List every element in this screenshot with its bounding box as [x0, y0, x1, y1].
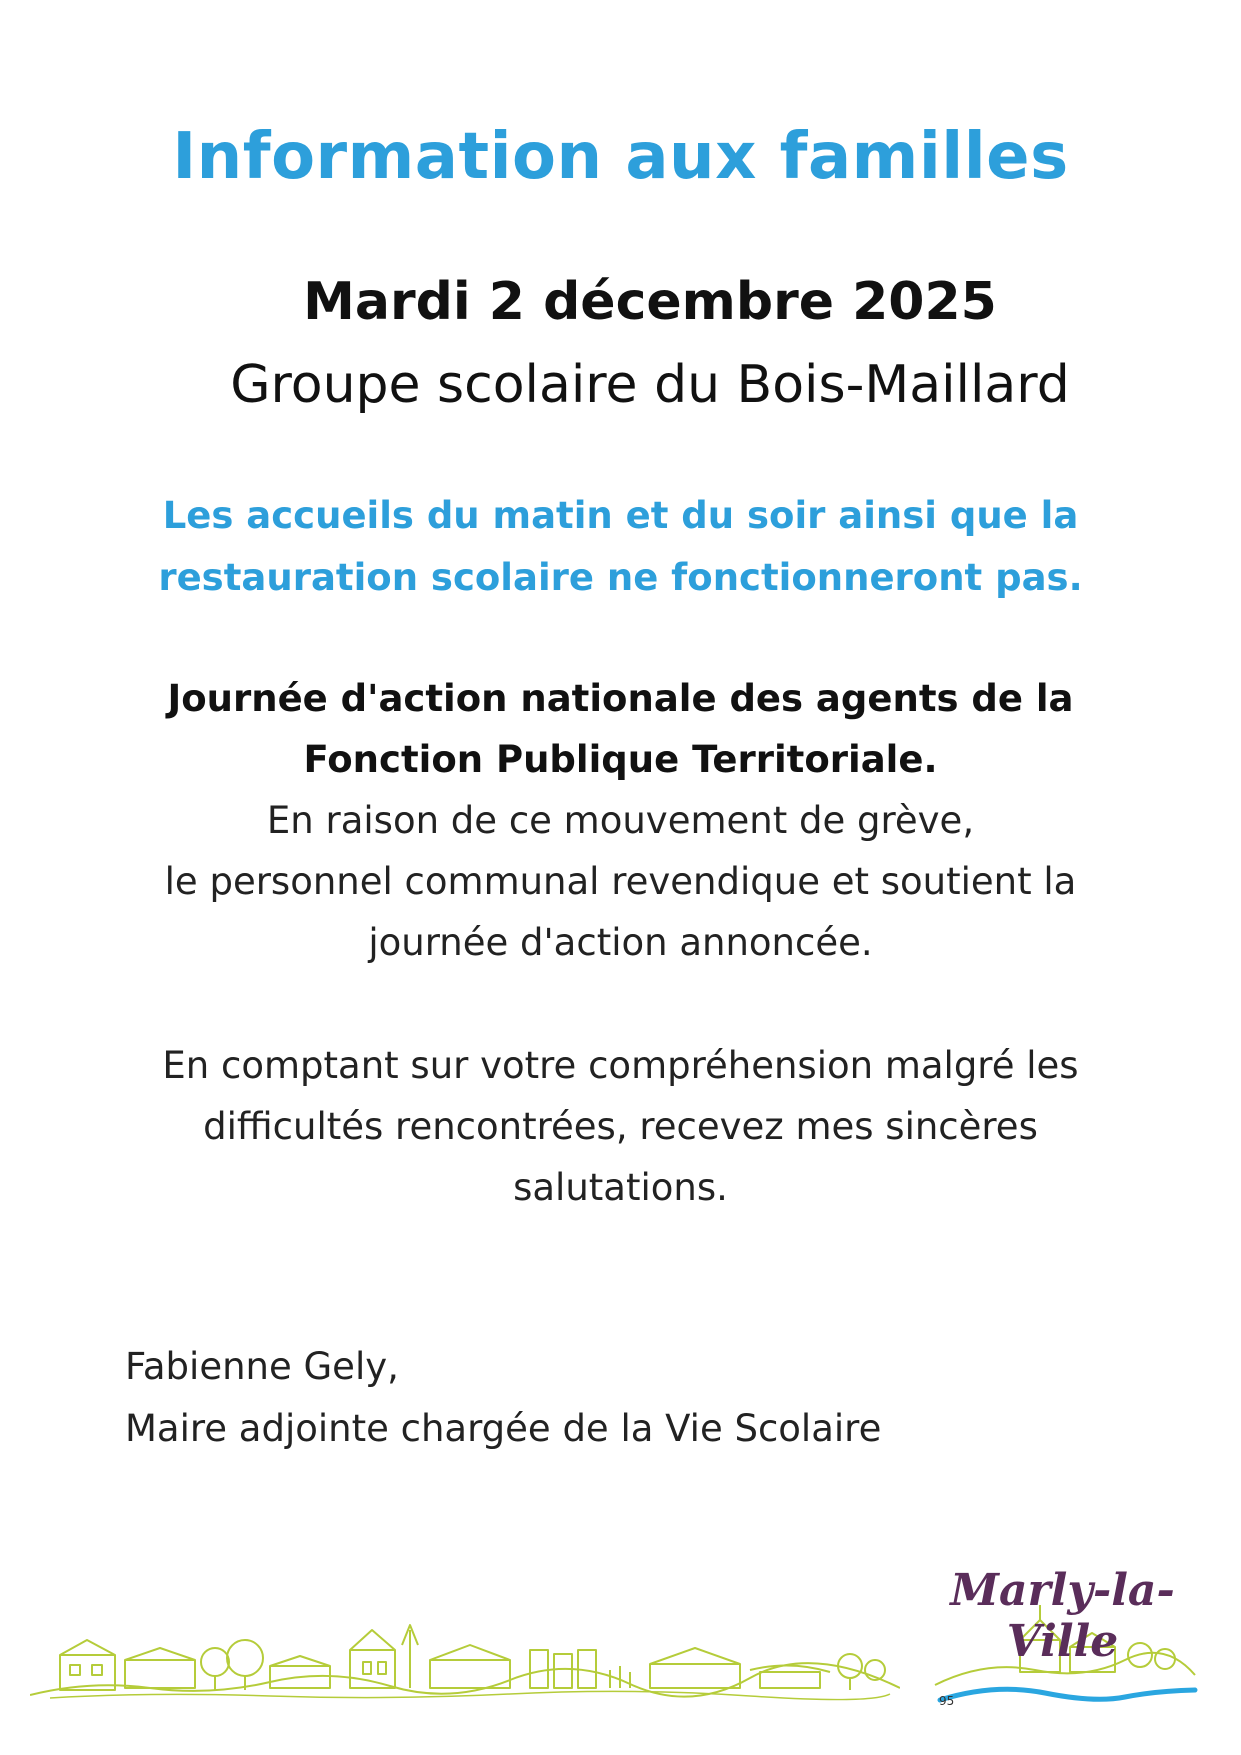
action-heading [20, 668, 1221, 790]
signature-name: Fabienne Gely, [125, 1345, 399, 1388]
notice-line: Les accueils du matin et du soir ainsi que la [162, 494, 1079, 537]
action-heading-line: Fonction Publique Territoriale. [303, 738, 938, 781]
signature-block [125, 1336, 881, 1460]
closing-line: En comptant sur votre compréhension malgré les [162, 1044, 1079, 1087]
notice-line: restauration scolaire ne fonctionneront pas. [158, 556, 1083, 599]
department-number: 95 [939, 1694, 955, 1708]
service-notice [20, 485, 1221, 609]
signature-role: Maire adjointe chargée de la Vie Scolaire [125, 1407, 882, 1450]
event-date: Mardi 2 décembre 2025 [303, 272, 997, 332]
school-name: Groupe scolaire du Bois-Maillard [230, 355, 1070, 415]
closing-line: difficultés rencontrées, recevez mes sincères [203, 1105, 1038, 1148]
closing-paragraph [40, 1035, 1201, 1218]
action-line: En raison de ce mouvement de grève, [266, 799, 975, 842]
action-paragraph [20, 790, 1221, 973]
town-landscape-illustration [30, 1600, 900, 1710]
town-logo-wordmark: Marly-la-Ville [950, 1565, 1175, 1667]
page-title: Information aux familles [172, 120, 1069, 194]
closing-line: salutations. [513, 1166, 728, 1209]
action-heading-line: Journée d'action nationale des agents de la [167, 677, 1074, 720]
action-line: journée d'action annoncée. [368, 921, 873, 964]
action-line: le personnel communal revendique et soutient la [164, 860, 1077, 903]
town-logo [925, 1565, 1200, 1715]
